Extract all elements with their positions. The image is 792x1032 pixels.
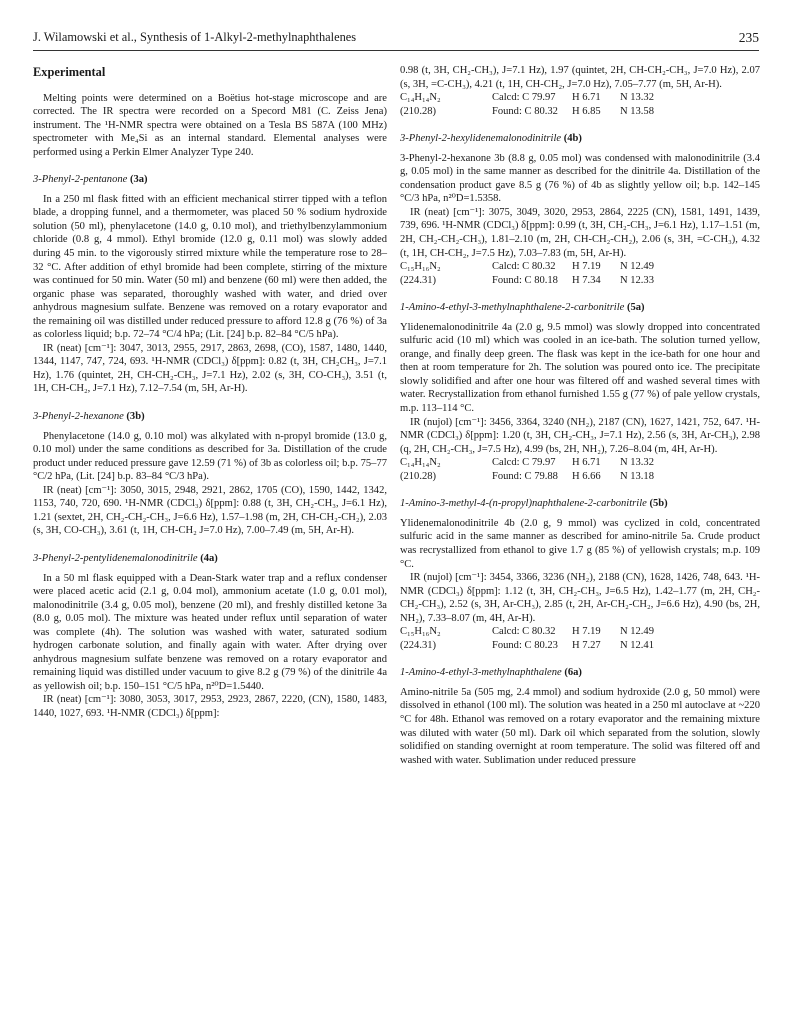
section-title: Experimental <box>33 65 106 79</box>
calcd-n: N 13.32 <box>620 92 654 104</box>
analysis-4b <box>400 260 760 287</box>
compound-code: (4a) <box>200 552 218 564</box>
subhead-5b <box>400 497 760 511</box>
found-h: H 6.66 <box>572 470 601 482</box>
calcd-n: N 12.49 <box>620 261 654 273</box>
procedure-3b: Phenylacetone (14.0 g, 0.10 mol) was alkylated with n-propyl bromide (13.0 g, 0.10 mol) under the same conditions as described for 3a. Distillation of the crude product under reduced pressure gave 12.59 (71 %) of 3b as colorless oil; b.p. 75–77 °C/2 hPa, (Lit. [24] b.p. 83–84 °C/3 hPa). <box>33 430 387 483</box>
procedure-3a: In a 250 ml flask fitted with an efficient mechanical stirrer tipped with a teflon blade, a dropping funnel, and a thermometer, was placed 50 % sodium hydroxide solution (50 ml), phenylacetone (14.0 g, 0.10 mol), and triethylbenzylammonium chloride (0.8 g, 4 mmol). Ethyl bromide (12.0 g, 0.11 mol) was slowly added during 45 min. to the vigorously stirred mixture while the temperature rose to 28–32 °C. After addition of ethyl bromide had been complete, stirring of the mixture was continued for 50 min. Water (50 ml) and benzene (60 ml) were then added, the organic phase was separated, thoroughly washed with water, and dried over anhydrous magnesium sulfate. Benzene was removed on a rotary evaporator and the remaining oil was distilled under reduced pressure to afford 12.8 g (76 %) of 3a as colorless liquid; b.p. 72–74 °C/4 hPa; (Lit. [24] b.p. 82–84 °C/5 hPa). <box>33 193 387 341</box>
subhead-title: 1-Amino-4-ethyl-3-methylnaphthalene-2-carbonitrile <box>400 302 625 314</box>
compound-code: (4b) <box>563 133 582 145</box>
found-n: N 12.33 <box>620 274 654 286</box>
running-head: J. Wilamowski et al., Synthesis of 1-Alkyl-2-methylnaphthalenes <box>33 30 357 44</box>
analysis-5b <box>400 625 760 652</box>
subhead-title: 3-Phenyl-2-pentylidenemalonodinitrile <box>33 552 198 564</box>
subhead-4b <box>400 132 760 146</box>
calcd-h: H 6.71 <box>572 92 601 104</box>
found-n: N 13.18 <box>620 470 654 482</box>
calcd-c: Calcd: C 79.97 <box>492 457 556 469</box>
formula: C₁₄H₁₄N₂ <box>400 92 441 104</box>
subhead-title: 1-Amino-3-methyl-4-(n-propyl)naphthalene-2-carbonitrile <box>400 498 647 510</box>
compound-code: (3a) <box>129 174 148 186</box>
found-n: N 13.58 <box>620 105 654 117</box>
procedure-6a: Amino-nitrile 5a (505 mg, 2.4 mmol) and sodium hydroxide (2.0 g, 50 mmol) were dissolved in ethanol (100 ml). The solution was heated in a 250 ml autoclave at ~220 °C for 48h. Ethanol was removed on a rotary evaporator and the remaining mixture was diluted with water (50 ml). Dark oil which separated from the solution, slowly solidified on standing overnight at room temperature. The solid was filtered off and washed with water. Sublimation under reduced pressure <box>400 686 760 766</box>
compound-code: (5b) <box>649 498 668 510</box>
spectra-5b: IR (nujol) [cm⁻¹]: 3454, 3366, 3236 (NH₂), 2188 (CN), 1628, 1426, 748, 643. ¹H-NMR (CDCl₃) δ[ppm]: 1.12 (t, 3H, CH₂-CH₃, J=6.5 Hz), 1.42–1.77 (m, 2H, CH₂-CH₂-CH₃), 2.52 (s, 3H, Ar-CH₃), 2.85 (t, 2H, Ar-CH₂-CH₂, J=6.6 Hz), 4.90 (bs, 2H, NH₂), 7.33–8.07 (m, 4H, Ar-H). <box>400 572 760 624</box>
calcd-n: N 12.49 <box>620 626 654 638</box>
left-column <box>33 64 387 721</box>
spectra-3b: IR (neat) [cm⁻¹]: 3050, 3015, 2948, 2921, 2862, 1705 (CO), 1590, 1442, 1342, 1153, 740, 720, 690. ¹H-NMR (CDCl₃) δ[ppm]: 0.88 (t, 3H, CH₂-CH₃, J=6.1 Hz), 1.21 (sextet, 2H, CH₂-CH₂-CH₃, J=6.6 Hz), 1.57–1.98 (m, 2H, CH-CH₂-CH₂), 2.03 (s, 3H, CO-CH₃), 3.61 (t, 1H, CH-CH₂ J=7.0 Hz), 7.00–7.49 (m, 5H, Ar-H). <box>33 484 387 537</box>
found-h: H 7.34 <box>572 274 601 286</box>
spectra-3a: IR (neat) [cm⁻¹]: 3047, 3013, 2955, 2917, 2863, 2698, (CO), 1587, 1480, 1440, 1344, 1147, 747, 724, 693. ¹H-NMR (CDCl₃) δ[ppm]: 0.82 (t, 3H, CH₂CH₃, J=7.1 Hz), 1.76 (quintet, 2H, CH-CH₂-CH₃, J=7.1 Hz), 2.02 (s, 3H, CO-CH₃), 3.51 (t, 1H, CH-CH₂, J=7.1 Hz), 7.12–7.54 (m, 5H, Ar-H). <box>33 342 387 395</box>
formula: C₁₄H₁₄N₂ <box>400 457 441 469</box>
subhead-6a <box>400 666 760 680</box>
mol-weight: (210.28) <box>400 105 437 117</box>
calcd-h: H 7.19 <box>572 626 601 638</box>
procedure-5a: Ylidenemalonodinitrile 4a (2.0 g, 9.5 mmol) was slowly dropped into concentrated sulfuric acid (10 ml) which was cooled in an ice-bath. The solution turned yellow, orange, and finally deep green. The flask was kept in the ice-bath for one hour and then at room temperature for 2h. The solution was poured onto ice. The precipitate slowly solidified and after one hour was filtered off and washed several times with water. Recrystallization from ethanol furnished 1.55 g (77 %) of pale yellow crystals, m.p. 113–114 °C. <box>400 321 760 415</box>
compound-code: (3b) <box>126 411 145 423</box>
running-header <box>33 30 759 50</box>
subhead-title: 3-Phenyl-2-pentanone <box>33 174 128 186</box>
header-rule <box>33 50 759 51</box>
subhead-title: 3-Phenyl-2-hexylidenemalonodinitrile <box>400 133 562 145</box>
formula: C₁₅H₁₆N₂ <box>400 261 441 273</box>
mol-weight: (224.31) <box>400 639 437 651</box>
compound-code: (5a) <box>627 302 645 314</box>
intro-paragraph: Melting points were determined on a Boëtius hot-stage microscope and are corrected. The IR spectra were recorded on a Specord M81 (C. Zeiss Jena) instrument. The ¹H-NMR spectra were obtained on a Tesla BS 587A (100 MHz) spectrometer with Me₄Si as an internal standard. Elemental analyses were performed using a Perkin Elmer Analyzer Type 240. <box>33 92 387 158</box>
spectra-5a: IR (nujol) [cm⁻¹]: 3456, 3364, 3240 (NH₂), 2187 (CN), 1627, 1421, 752, 647. ¹H-NMR (CDCl₃) δ[ppm]: 1.20 (t, 3H, CH₂-CH₃, J=7.1 Hz), 2.56 (s, 3H, Ar-CH₃), 2.98 (q, 2H, CH₂-CH₃, J=7.5 Hz), 4.99 (bs, 2H, NH₂), 7.26–8.04 (m, 4H, Ar-H). <box>400 416 760 455</box>
spectra-4a: IR (neat) [cm⁻¹]: 3080, 3053, 3017, 2953, 2923, 2867, 2220, (CN), 1580, 1483, 1440, 1027, 693. ¹H-NMR (CDCl₃) δ[ppm]: <box>33 694 387 719</box>
calcd-n: N 13.32 <box>620 457 654 469</box>
analysis-4a <box>400 91 760 118</box>
procedure-4b: 3-Phenyl-2-hexanone 3b (8.8 g, 0.05 mol) was condensed with malonodinitrile (3.4 g, 0.05 mol) in the same manner as described for the dinitrile 4a. Distillation of the condensation product gave 8.5 g (76 %) of 4b as slightly yellow oil; b.p. 142–145 °C/3 hPa, n²⁰D=1.5358. <box>400 152 760 205</box>
page-number: 235 <box>738 30 759 45</box>
calcd-h: H 7.19 <box>572 261 601 273</box>
procedure-4a: In a 50 ml flask equipped with a Dean-Stark water trap and a reflux condenser were placed acetic acid (2.1 g, 0.04 mol), ammonium acetate (1.0 g, 0.01 mol), malonodinitrile (3.4 g, 0.05 mol), benzene (20 ml), and freshly distilled ketone 3a (8.0 g, 0.05 mol). The mixture was heated under reflux until separation of water was complete (4h). The solution was washed with water, saturated sodium hydrogen carbonate solution, and finally again with water. After drying over anhydrous magnesium sulfate benzene was removed on a rotary evaporator and remaining liquid was distilled under vacuum to give 8.2 g (79 %) of the dinitrile 4a as yellowish oil; b.p. 150–151 °C/5 hPa, n²⁰D=1.5440. <box>33 572 387 692</box>
found-n: N 12.41 <box>620 639 654 651</box>
spectra-4a-continued: 0.98 (t, 3H, CH₂-CH₃), J=7.1 Hz), 1.97 (quintet, 2H, CH-CH₂-CH₃, J=7.0 Hz), 2.07 (s, 3H, =C-CH₃), 4.21 (t, 1H, CH-CH₂, J=7.0 Hz), 7.05–7.77 (m, 5H, Ar-H). <box>400 65 760 90</box>
found-c: Found: C 80.32 <box>492 105 558 117</box>
subhead-5a <box>400 301 760 315</box>
calcd-c: Calcd: C 80.32 <box>492 626 556 638</box>
subhead-title: 3-Phenyl-2-hexanone <box>33 411 124 423</box>
spectra-4b: IR (neat) [cm⁻¹]: 3075, 3049, 3020, 2953, 2864, 2225 (CN), 1581, 1491, 1439, 739, 696. ¹H-NMR (CDCl₃) δ[ppm]: 0.99 (t, 3H, CH₂-CH₃, J=6.1 Hz), 1.17–1.51 (m, 2H, CH₂-CH₂-CH₃), 1.81–2.10 (m, 2H, CH-CH₂-CH₂), 2.06 (s, 3H, =C-CH₃), 4.32 (t, 1H, CH-CH₂, J=7.5 Hz), 7.03–7.83 (m, 5H, Ar-H). <box>400 206 760 259</box>
calcd-c: Calcd: C 80.32 <box>492 261 556 273</box>
subhead-3b <box>33 410 387 424</box>
mol-weight: (224.31) <box>400 274 437 286</box>
compound-code: (6a) <box>564 667 582 679</box>
subhead-4a <box>33 552 387 566</box>
found-c: Found: C 79.88 <box>492 470 558 482</box>
found-c: Found: C 80.23 <box>492 639 558 651</box>
subhead-title: 1-Amino-4-ethyl-3-methylnaphthalene <box>400 667 562 679</box>
formula: C₁₅H₁₆N₂ <box>400 626 441 638</box>
right-column <box>400 64 760 767</box>
found-c: Found: C 80.18 <box>492 274 558 286</box>
mol-weight: (210.28) <box>400 470 437 482</box>
calcd-c: Calcd: C 79.97 <box>492 92 556 104</box>
found-h: H 6.85 <box>572 105 601 117</box>
procedure-5b: Ylidenemalonodinitrile 4b (2.0 g, 9 mmol) was cyclized in cold, concentrated sulfuric acid in the same manner as described for amino-nitrile 5a. Crude product was recrystallized from ethanol to give 1.7 g (85 %) of yellowish crystals; m.p. 109 °C. <box>400 517 760 570</box>
found-h: H 7.27 <box>572 639 601 651</box>
subhead-3a <box>33 173 387 187</box>
analysis-5a <box>400 456 760 483</box>
calcd-h: H 6.71 <box>572 457 601 469</box>
